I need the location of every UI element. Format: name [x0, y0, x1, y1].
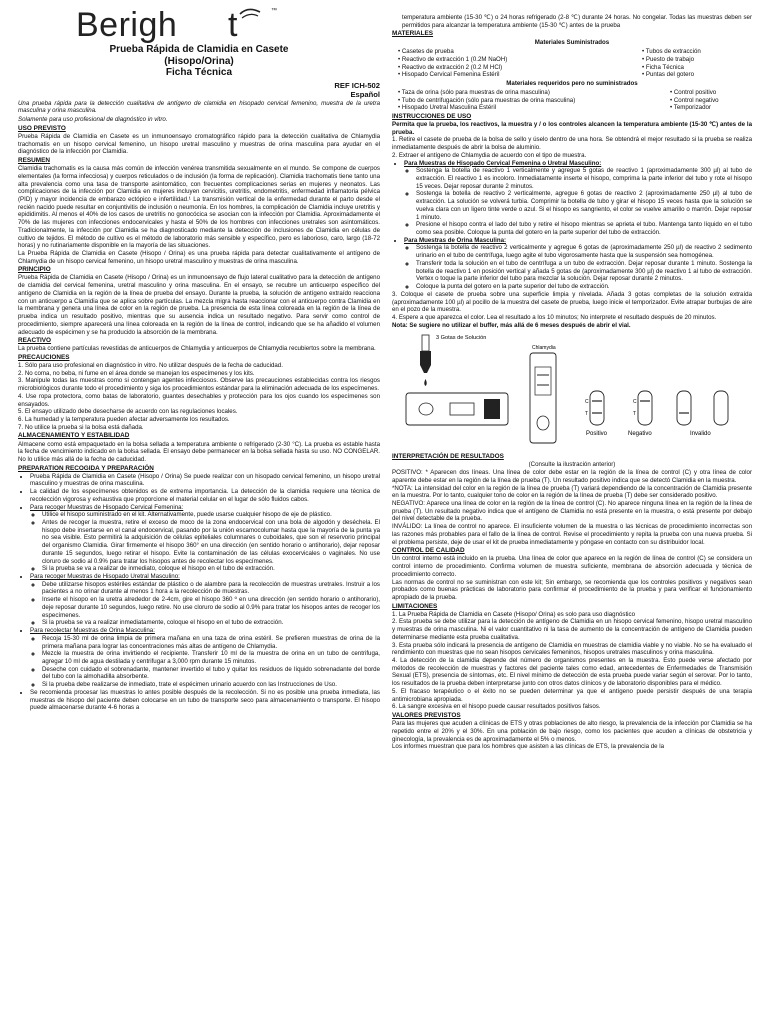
list-item: ◦ Coloque la punta del gotero en la parte superior del tubo de extracción. [416, 283, 752, 291]
right-column [392, 14, 752, 1020]
preparacion-list [18, 473, 380, 712]
label-invalido: Invalido [690, 431, 711, 438]
list-item: 3. Manipule todas las muestras como si contengan agentes infecciosos. Observe las precauciones establecidas contra los riesgos microbiológicos durante todo el procedimiento y siga los procedimientos estándar para la eliminación adecuada de los especímenes. [18, 377, 380, 393]
results-illustration [392, 331, 752, 449]
list-item: • Se recomienda procesar las muestras lo antes posible después de la recolección. Si no es posible una prueba inmediata, las muestras de hisopo del paciente deben colocarse en un tubo de transporte seco para almacenamiento o transporte. El hisopo puede almacenarse durante 4-6 horas a [30, 689, 380, 712]
section-heading-interpretacion: INTERPRETACIÓN DE RESULTADOS [392, 453, 504, 461]
interpretacion-ref: (Consulte la ilustración anterior) [528, 461, 616, 469]
section-heading-resumen: RESUMEN [18, 157, 50, 165]
result-positive [590, 391, 604, 425]
section-heading-precauciones: PRECAUCIONES [18, 353, 70, 361]
list-item: • Tubos de extracción [642, 48, 752, 56]
list-item: • Casetes de prueba [398, 48, 638, 56]
list-item: 7. No utilice la prueba si la bolsa está dañada. [18, 423, 144, 431]
list-item: 3. Esta prueba sólo indicará la presencia de antígeno de Clamidia en muestras de clamidia viable y no viable. No se ha evaluado el rendimiento con muestras que no sean hisopos cervicales femeninos, hisopos uretrales masculinos y orina masculina. [392, 641, 752, 657]
list-item: ◦ Deseche con cuidado el sobrenadante, mantener invertido el tubo y quitar los residuos de líquido sobrenadante del borde del tubo con la almohadilla absorbente. [42, 666, 380, 681]
requeridos-right [670, 89, 752, 112]
orina-sublist [30, 635, 380, 689]
cassette-label: Chlamydia [532, 345, 556, 352]
intro-professional: Solamente para uso profesional de diagnóstico in vitro. [18, 116, 168, 124]
list-item: • Ficha Técnica [642, 64, 752, 72]
list-item: • Puntas del gotero [642, 71, 752, 79]
precauciones-list [18, 362, 380, 431]
list-item: ◦ Sostenga la botella de reactivo 1 verticalmente y agregue 5 gotas de reactivo 1 (aproximadamente 300 µl) al tubo de extracción. El reactivo 1 es incoloro. Inmediatamente inserte el hisopo, comprima la parte inferior del tubo y rote el hisopo 15 veces. Dejar reposar durante 2 minutos. [416, 167, 752, 190]
cassette-horizontal [406, 393, 508, 425]
invalido-text: INVÁLIDO: La línea de control no aparece. El insuficiente volumen de la muestra o las técnicas de procedimiento incorrectas son las razones más probables para el fallo de la línea de control. Revise el procedimiento y repita la prueba con una nueva prueba. Si el problema persiste, deje de usar el kit de prueba inmediatamente y póngase en contacto con su distribuidor local. [392, 523, 752, 546]
nota-buffer: Nota: Se sugiere no utilizar el buffer, más allá de 6 meses después de abrir el vial. [392, 321, 631, 329]
label-c: C [585, 399, 589, 406]
label-negativo: Negativo [628, 431, 652, 438]
materiales-suministrados [392, 48, 752, 79]
language: Español [350, 89, 380, 99]
title-line-1: Prueba Rápida de Clamidia en Casete [109, 44, 289, 55]
materiales-right [642, 48, 752, 79]
list-item: 4. Use ropa protectora, como batas de laboratorio, guantes desechables y protección para los ojos cuando los especímenes son ensayados. [18, 392, 380, 408]
valores-text-2: Los informes muestran que para los hombres que asisten a las clínicas de ETS, la prevalencia de la [392, 743, 665, 751]
list-item: ◦ Si la prueba debe realizarse de inmediato, trate el espécimen urinario acuerdo con las Instrucciones de Uso. [42, 681, 380, 689]
list-item: • Reactivo de extracción 2 (0.2 M HCl) [398, 64, 638, 72]
almacenamiento-text: Almacene como está empaquetado en la bolsa sellada a temperatura ambiente o refrigerado (2-30 °C). La prueba es estable hasta la fecha de vencimiento indicado en la bolsa sellada. El ensayo debe permanecer en la bolsa sellada hasta su uso. NO CONGELAR. No lo utilice más allá de la fecha de caducidad. [18, 440, 380, 463]
section-heading-limitaciones: LIMITACIONES [392, 602, 438, 610]
cervical-sublist [30, 511, 380, 573]
list-item: • Hisopado Uretral Masculina Estéril [398, 104, 666, 112]
list-item [404, 160, 752, 237]
list-item: • La calidad de los especímenes obtenidos es de extrema importancia. La detección de la clamidia requiere una técnica de recolección vigorosa y exhaustiva que proporcione el material celular en el lugar de sólo fluidos cabos. [30, 488, 380, 503]
preparacion-continued: temperatura ambiente (15-30 ℃) o 24 horas refrigerado (2-8 ℃) durante 24 horas. No congelar. Todas las muestras deben ser permitidos para alcanzar la temperatura ambiente (15-30 ℃) antes de la prueba [402, 14, 752, 29]
list-item: • Prueba Rápida de Clamidia en Casete (Hisopo / Orina) Se puede realizar con un hisopado cervical femenino, un hisopo uretral masculino y muestras de orina masculina. [30, 473, 380, 488]
control-text: Un control interno está incluido en la prueba. Una línea de color que aparece en la región de línea de control (C) se considera un control interno de procedimiento. Confirma volumen de muestra suficiente, membrana de absorción adecuada y técnica de procedimiento correcto. [392, 555, 752, 578]
instr-cervical-lead: Para Muestras de Hisopado Cervical Femenina o Uretral Masculino: [404, 159, 602, 167]
list-item: ◦ Mezcle la muestra de orina invirtiendo el recipiente. Transferir 10 ml de la muestra de orina en un tubo de centrifuga, agregar 10 ml de agua destilada y centrifugar a 3,000 rpm durante 15 minutos. [42, 650, 380, 665]
intro-text: Una prueba rápida para la detección cualitativa de antígeno de clamidia en hisopado cervical femenino, muestra de la uretra masculina y orina masculina. [18, 99, 380, 115]
drops-label: 3 Gotas de Solución [436, 335, 487, 342]
section-heading-preparacion: PREPARATION RECOGIDA Y PREPARACIÓN [18, 464, 154, 472]
list-item: 2. Extraer el antígeno de Chlamydia de acuerdo con el tipo de muestra. [392, 151, 587, 159]
label-t: T [585, 411, 589, 418]
list-item: • Temporizador [670, 104, 752, 112]
list-item: ◦ Si la prueba se va a realizar de inmediato, coloque el hisopo en el tubo de extracción. [42, 565, 380, 573]
materiales-requeridos-heading: Materiales requeridos pero no suministrados [506, 80, 638, 88]
list-item: ◦ Sostenga la botella de reactivo 2 verticalmente y agregue 6 gotas de (aproximadamente 250 µl) de reactivo 2 sedimento urinario en el tubo de centrífuga, luego agite el tubo vigorosamente hasta que la suspensión sea homogénea. [416, 244, 752, 259]
list-item: ◦ Utilice el hisopo suministrado en el kit. Alternativamente, puede usarse cualquier hisopo de eje de plástico. [42, 511, 380, 519]
list-item: • Control negativo [670, 97, 752, 105]
ref-code: REF ICH-502 [334, 80, 380, 90]
section-heading-reactivo: REACTIVO [18, 337, 52, 345]
section-heading-instrucciones: INSTRUCCIONES DE USO [392, 112, 472, 120]
svg-text:t: t [228, 6, 238, 42]
instrucciones-lead: Permita que la prueba, los reactivos, la muestra y / o los controles alcancen la temperatura ambiente (15-30 ℃) antes de la prueba. [392, 120, 752, 136]
trademark: ™ [271, 8, 277, 14]
section-heading-valores: VALORES PREVISTOS [392, 712, 461, 720]
list-item: ◦ Recoja 15-30 ml de orina limpia de primera mañana en una taza de orina estéril. Se prefieren muestras de orina de la primera mañana para lograr las concentraciones más altas de antígeno de Chlamydia. [42, 635, 380, 650]
title-line-2: (Hisopo/Orina) [164, 55, 234, 67]
result-invalid [677, 391, 728, 425]
nota-positivo: *NOTA: La intensidad del color en la región de la línea de prueba (T) variará dependiendo de la concentración de Clamidia presente en la muestra. Por lo tanto, cualquier tono de color en la región de la línea de prueba (T) debe ser considerado positivo. [392, 484, 752, 500]
list-item: • Hisopado Cervical Femenina Estéril [398, 71, 638, 79]
list-item: ◦ Sostenga la botella de reactivo 2 verticalmente, agregue 6 gotas de reactivo 2 (aproximadamente 250 µl) al tubo de extracción. La solución se volverá turbia. Comprimir la botella de tubo y girar el hisopo 15 veces hasta que la solución se vuelva clara con un ligero tinte verde o azul. Si el hisopo es sangriento, el color se vuelve amarillo o marrón. Dejar reposar 1 minuto. [416, 190, 752, 221]
list-item: 4. La detección de la clamidia depende del número de organismos presentes en la muestra. Esto puede verse afectado por métodos de recolección de muestras y factores del paciente tales como edad, antecedentes de Enfermedades de Transmisión Sexual (ETS), presencia de síntomas, etc. El nivel mínimo de detección de esta prueba puede variar según el serovar. Por lo tanto, los resultados de la prueba deben interpretarse junto con otros datos clínicos y de laboratorio disponibles para el médico. [392, 657, 752, 688]
orina-lead: Para recolectar Muestras de Orina Masculina: [30, 627, 155, 635]
left-column [18, 4, 380, 1020]
list-item [404, 237, 752, 291]
list-item: 3. Coloque el casete de prueba sobre una superficie limpia y nivelada. Añada 3 gotas completas de la solución extraída (aproximadamente 100 µl) al pocillo de la muestra del casete de prueba, luego inicie el temporizador. Evite atrapar burbujas de aire en el pozo de la muestra. [392, 290, 752, 314]
list-item: 5. El ensayo utilizado debe desecharse de acuerdo con las regulaciones locales. [18, 408, 238, 416]
list-item: ◦ Si la prueba se va a realizar inmediatamente, coloque el hisopo en el tubo de extracción. [42, 619, 380, 627]
requeridos-left [398, 89, 666, 112]
list-item: 1. Sólo para uso profesional en diagnóstico in vitro. No utilizar después de la fecha de caducidad. [18, 362, 283, 369]
resumen-text: Clamidia trachomatis es la causa más común de infección venérea transmitida sexualmente en el mundo. Se compone de cuerpos elementales (la forma infecciosa) y cuerpos reticulados o de inclusión (la forma de replicación). Clamidia trachomatis tiene tanto una alta prevalencia como una tasa de transporte asintomático, con frecuentes complicaciones serias en mujeres y neonatos. Las complicaciones de la infección por Clamidia en mujeres incluyen cervicitis, uretritis, endometritis, enfermedad inflamatoria pélvica (PID) y mayor incidencia de embarazo ectópico e infertilidad.¹ La transmisión vertical de la enfermedad durante el parto desde el recién nacido puede resultar en conjuntivitis de inclusión o neumonía. En los hombres, la complicación de Clamidia incluye uretritis y epididimitis. Al menos el 40% de los casos de uretritis no gonocócica se asocian con la infección por Clamidia. Aproximadamente el 70% de las mujeres con infecciones endocervicales y hasta el 50% de los hombres con infecciones uretrales son asintomáticos. Tradicionalmente, la infección por Clamidia se ha diagnosticado mediante la detección de inclusiones de Clamidia en células de cultivo de tejidos. El método de cultivo es el método de laboratorio más sensible y específico, pero es laborioso, caro, largo (18-72 horas) y no rutinariamente disponible en la mayoría de las situaciones. [18, 165, 380, 250]
list-item: 5. El fracaso terapéutico o el éxito no se pueden determinar ya que el antígeno puede persistir después de una terapia antimicrobiana apropiada. [392, 687, 752, 703]
list-item: 1. Retire el casete de prueba de la bolsa de sello y úselo dentro de una hora. Se obtendrá el mejor resultado si la prueba se realiza inmediatamente después de abrir la bolsa de aluminio. [392, 136, 752, 152]
list-item: ◦ Debe utilizarse hisopos estériles estándar de plástico o de alambre para la recolección de muestras uretrales. Instruir a los pacientes a no orinar durante al menos 1 hora a la recolección de muestras. [42, 581, 380, 596]
dropper-icon [420, 335, 431, 386]
title-line-3: Ficha Técnica [165, 67, 233, 78]
list-item: • Control positivo [670, 89, 752, 97]
list-item: ◦ Transferir toda la solución en el tubo de centrífuga a un tubo de extracción. Dejar reposar durante 1 minuto. Sostenga la botella de reactivo 1 en posición vertical y añada 5 gotas de (aproximadamente 300 µl) de reactivo 1 al tubo de extracción. Vertex o toque la parte inferior del tubo para mezclar la solución. Dejar reposar durante 2 minutos. [416, 260, 752, 283]
instr-cervical-sublist [404, 167, 752, 236]
label-t: T [633, 411, 637, 418]
section-heading-principio: PRINCIPIO [18, 266, 51, 274]
section-heading-almacenamiento: ALMACENAMIENTO Y ESTABILIDAD [18, 432, 130, 440]
reference-block [18, 81, 380, 99]
section-heading-uso: USO PREVISTO [18, 124, 66, 132]
list-item: • Reactivo de extracción 1 (0.2M NaOH) [398, 56, 638, 64]
uretral-lead: Para recoger Muestras de Hisopado Uretral Masculino: [30, 573, 180, 581]
resumen-text-2: La Prueba Rápida de Clamidia en Casete (Hisopo / Orina) es una prueba rápida para detectar cualitativamente el antígeno de Chlamydia de un hisopo cervical femenino, un hisopo uretral masculino y muestras de orina masculina. [18, 250, 380, 265]
list-item [30, 504, 380, 573]
list-item: ◦ Presione el hisopo contra el lado del tubo y retire el hisopo mientras se aprieta el tubo. Mantenga tanto líquido en el tubo como sea posible. Coloque la punta del gotero en la parte superior del tubo de extracción. [416, 221, 752, 236]
materiales-suministrados-heading: Materiales Suministrados [534, 39, 610, 47]
document-title [18, 44, 380, 79]
cervical-lead: Para recoger Muestras de Hisopado Cervical Femenina: [30, 503, 184, 511]
materiales-requeridos [392, 89, 752, 112]
reactivo-text: La prueba contiene partículas revestidas de anticuerpos de Chlamydia y anticuerpos de Chlamydia recubiertos sobre la membrana. [18, 345, 376, 353]
illustration-svg [392, 331, 752, 449]
list-item: ◦ Inserte el hisopo en la uretra alrededor de 2-4cm, gire el hisopo 360 º en una dirección (en sentido horario o antihorario), deje reposar durante 10 segundos, luego retire. No use cloruro de sodio al 0.9% para tratar los hisopos antes de recoger los especímenes. [42, 596, 380, 619]
limitaciones-list [392, 611, 752, 711]
instr-orina-lead: Para Muestras de Orina Masculina: [404, 236, 507, 244]
list-item: 6. La humedad y la temperatura pueden afectar adversamente los resultados. [18, 416, 230, 424]
brand-name: Berigh [76, 6, 178, 44]
positivo-text: POSITIVO: * Aparecen dos líneas. Una línea de color debe estar en la región de la línea de control (C) y otra línea de color aparente debe estar en la región de la línea de prueba (T). Un resultado positivo indica que se detectó Clamidia en la muestra. [392, 469, 752, 484]
list-item [30, 627, 380, 689]
result-negative [638, 391, 652, 425]
negativo-text: NEGATIVO: Aparece una línea de color en la región de la línea de control (C). No aparece ninguna línea en la región de la línea de prueba (T). Un resultado negativo indica que el antígeno de Clamidia no está presente en la muestra, o está presente por debajo del nivel detectable de la prueba. [392, 500, 752, 523]
instrucciones-cervical [392, 160, 752, 291]
cassette-vertical [530, 353, 556, 443]
list-item: • Puesto de trabajo [642, 56, 752, 64]
list-item: 2. No coma, no beba, ni fume en el área donde se manejan los especímenes y los kits. [18, 369, 255, 377]
instr-orina-sublist [404, 244, 752, 290]
list-item: 6. La sangre excesiva en el hisopo puede causar resultados positivos falsos. [392, 703, 601, 711]
uso-text: Prueba Rápida de Clamidia en Casete es un inmunoensayo cromatográfico rápido para la detección cualitativa de Chlamydia trachomatis en un hisopo cervical femenino, un hisopo uretral masculino y muestras de orina masculina para ayudar en el diagnóstico de la infección por Clamidia. [18, 132, 380, 156]
uretral-sublist [30, 581, 380, 627]
materiales-left [398, 48, 638, 79]
list-item: 4. Espere a que aparezca el color. Lea el resultado a los 10 minutos; No interprete el resultado después de 20 minutos. [392, 313, 717, 321]
brand-logo [76, 4, 277, 46]
list-item: 2. Esta prueba se debe utilizar para la detección de antígeno de Clamidia en un hisopo cervical femenino, hisopo uretral masculino y muestras de orina masculina. Ni el valor cuantitativo ni la tasa de aumento de la concentración de antígeno de Clamidia pueden determinarse mediante esta prueba cualitativa. [392, 618, 752, 641]
label-positivo: Positivo [586, 431, 608, 438]
brand-logo-mark [226, 6, 266, 45]
control-text-2: Las normas de control no se suministran con este kit; Sin embargo, se recomienda que los controles positivos y negativos sean probados como buenas prácticas de laboratorio para confirmar el procedimiento de la prueba y para verificar el funcionamiento apropiado de la prueba. [392, 578, 752, 601]
section-heading-materiales: MATERIALES [392, 30, 434, 38]
list-item [30, 573, 380, 627]
list-item: 1. La Prueba Rápida de Clamidia en Casete (Hisopo/ Orina) es solo para uso diagnóstico [392, 610, 636, 618]
list-item: • Tubo de centrifugación (sólo para muestras de orina masculina) [398, 97, 666, 105]
list-item: ◦ Antes de recoger la muestra, retire el exceso de moco de la zona endocervical con una bola de algodón y deséchela. El hisopo debe insertarse en el canal endocervical, pasando por la unión escamocolumar hasta que la mayoría de la punta ya no sea visible. Esto permitirá la adquisición de células epiteliales columnares o cuboidales, que son el reservorio principal del organismo Clamidia. Girar firmemente el hisopo 360° en una dirección (en sentido horario o antihorario), dejar reposar durante 15 segundos, luego retirar el hisopo. Evite la contaminación de las células exocervicales o vaginales. No use cloruro de sodio al 0.9% para tratar los hisopos antes de recolectar los especímenes. [42, 519, 380, 565]
section-heading-control: CONTROL DE CALIDAD [392, 547, 465, 555]
valores-text: Para las mujeres que acuden a clínicas de ETS y otras poblaciones de alto riesgo, la prevalencia de la infección por Clamidia se ha repetido entre el 20% y el 30%. En una población de bajo riesgo, como los pacientes que acuden a clínicas de obstetricia y ginecología, la prevalencia es de aproximadamente el 5% o menos. [392, 720, 752, 743]
list-item: • Taza de orina (sólo para muestras de orina masculina) [398, 89, 666, 97]
principio-text: Prueba Rápida de Clamidia en Casete (Hisopo / Orina) es un inmunoensayo de flujo lateral cualitativo para la detección de antígeno de clamidia del cervical femenina, uretral masculino y orina masculina. En el ensayo, se recubre un anticuerpo específico del antígeno de Clamidia en la región de la línea de prueba del ensayo. Durante la prueba, la solución de antígeno extraído reacciona con un anticuerpo a Clamidia que se aplica sobre partículas. La mezcla migra hasta reaccionar con el anticuerpo contra Clamidia en la membrana y genera una línea de color en la región de prueba. La presencia de esta línea coloreada en la región de la línea de prueba indica un resultado positivo, mientras que su ausencia indica un resultado negativo. Para servir como control de procedimiento, siempre aparecerá una línea coloreada en la región de la línea de control, indicando que se ha añadido el volumen adecuado de espécimen y se ha producido la absorción de la membrana. [18, 274, 380, 336]
label-c: C [633, 399, 637, 406]
